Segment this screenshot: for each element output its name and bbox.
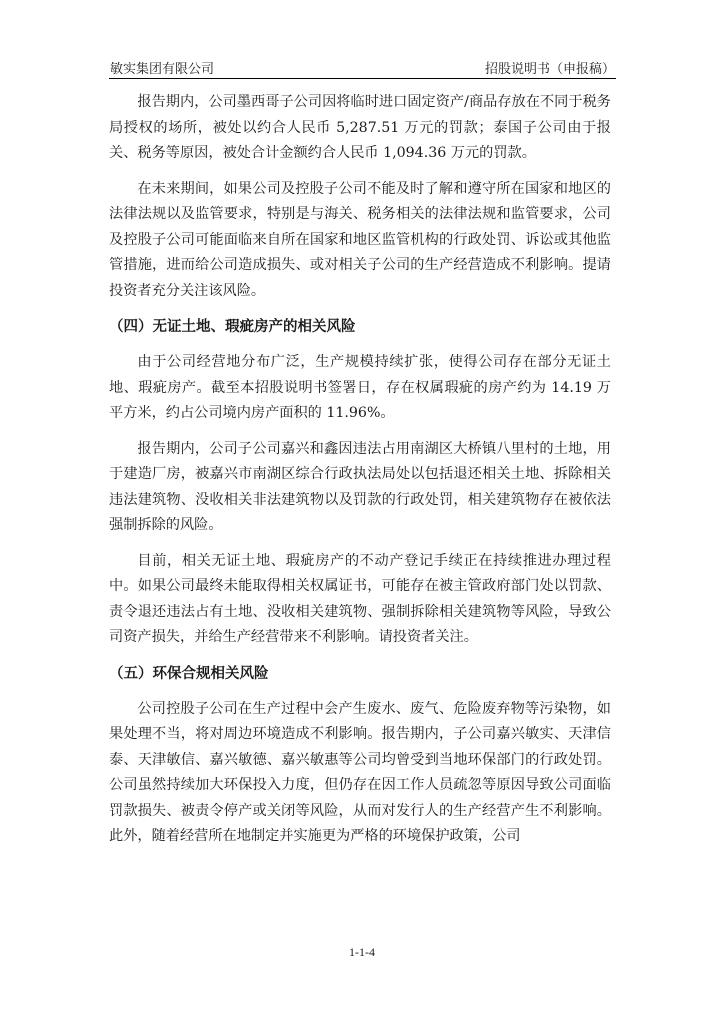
paragraph-mexico-thailand-penalties: 报告期内，公司墨西哥子公司因将临时进口固定资产/商品存放在不同于税务局授权的场所，被处以约合人民币 5,287.51 万元的罚款；泰国子公司由于报关、税务等原因，被处合计金额约合人民币 1,094.36 万元的罚款。 (109, 94, 611, 161)
paragraph-registration-progress: 目前，相关无证土地、瑕疵房产的不动产登记手续正在持续推进办理过程中。如果公司最终未能取得相关权属证书，可能存在被主管政府部门处以罚款、责令退还违法占有土地、没收相关建筑物、强制拆除相关建筑物等风险，导致公司资产损失，并给生产经营带来不利影响。请投资者关注。 (109, 552, 611, 645)
header-document-title: 招股说明书（申报稿） (484, 62, 615, 77)
paragraph-defective-property-area: 由于公司经营地分布广泛，生产规模持续扩张，使得公司存在部分无证土地、瑕疵房产。截至本招股说明书签署日，存在权属瑕疵的房产约为 14.19 万平方米，约占公司境内房产面积的 11.96%。 (109, 354, 611, 421)
header-company-name: 敏实集团有限公司 (110, 62, 215, 77)
paragraph-jiaxing-hexin-penalty: 报告期内，公司子公司嘉兴和鑫因违法占用南湖区大桥镇八里村的土地，用于建造厂房，被嘉兴市南湖区综合行政执法局处以包括退还相关土地、拆除相关违法建筑物、没收相关非法建筑物以及罚款的行政处罚，相关建筑物存在被依法强制拆除的风险。 (109, 440, 611, 533)
page-header (109, 56, 616, 79)
paragraph-environmental-compliance: 公司控股子公司在生产过程中会产生废水、废气、危险废弃物等污染物，如果处理不当，将对周边环境造成不利影响。报告期内，子公司嘉兴敏实、天津信泰、天津敏信、嘉兴敏德、嘉兴敏惠等公司均曾受到当地环保部门的行政处罚。公司虽然持续加大环保投入力度，但仍存在因工作人员疏忽等原因导致公司面临罚款损失、被责令停产或关闭等风险，从而对发行人的生产经营产生不利影响。此外，随着经营所在地制定并实施更为严格的环境保护政策，公司 (109, 700, 611, 844)
page-number: 1-1-4 (349, 945, 375, 959)
section-heading-environmental-risk: （五）环保合规相关风险 (109, 665, 269, 682)
page-body (109, 90, 611, 860)
section-heading-land-property-risk: （四）无证土地、瑕疵房产的相关风险 (109, 319, 356, 335)
paragraph-regulatory-risk: 在未来期间，如果公司及控股子公司不能及时了解和遵守所在国家和地区的法律法规以及监管要求，特别是与海关、税务相关的法律法规和监管要求，公司及控股子公司可能面临来自所在国家和地区监管机构的行政处罚、诉讼或其他监管措施，进而给公司造成损失、或对相关子公司的生产经营造成不利影响。提请投资者充分关注该风险。 (109, 180, 611, 299)
